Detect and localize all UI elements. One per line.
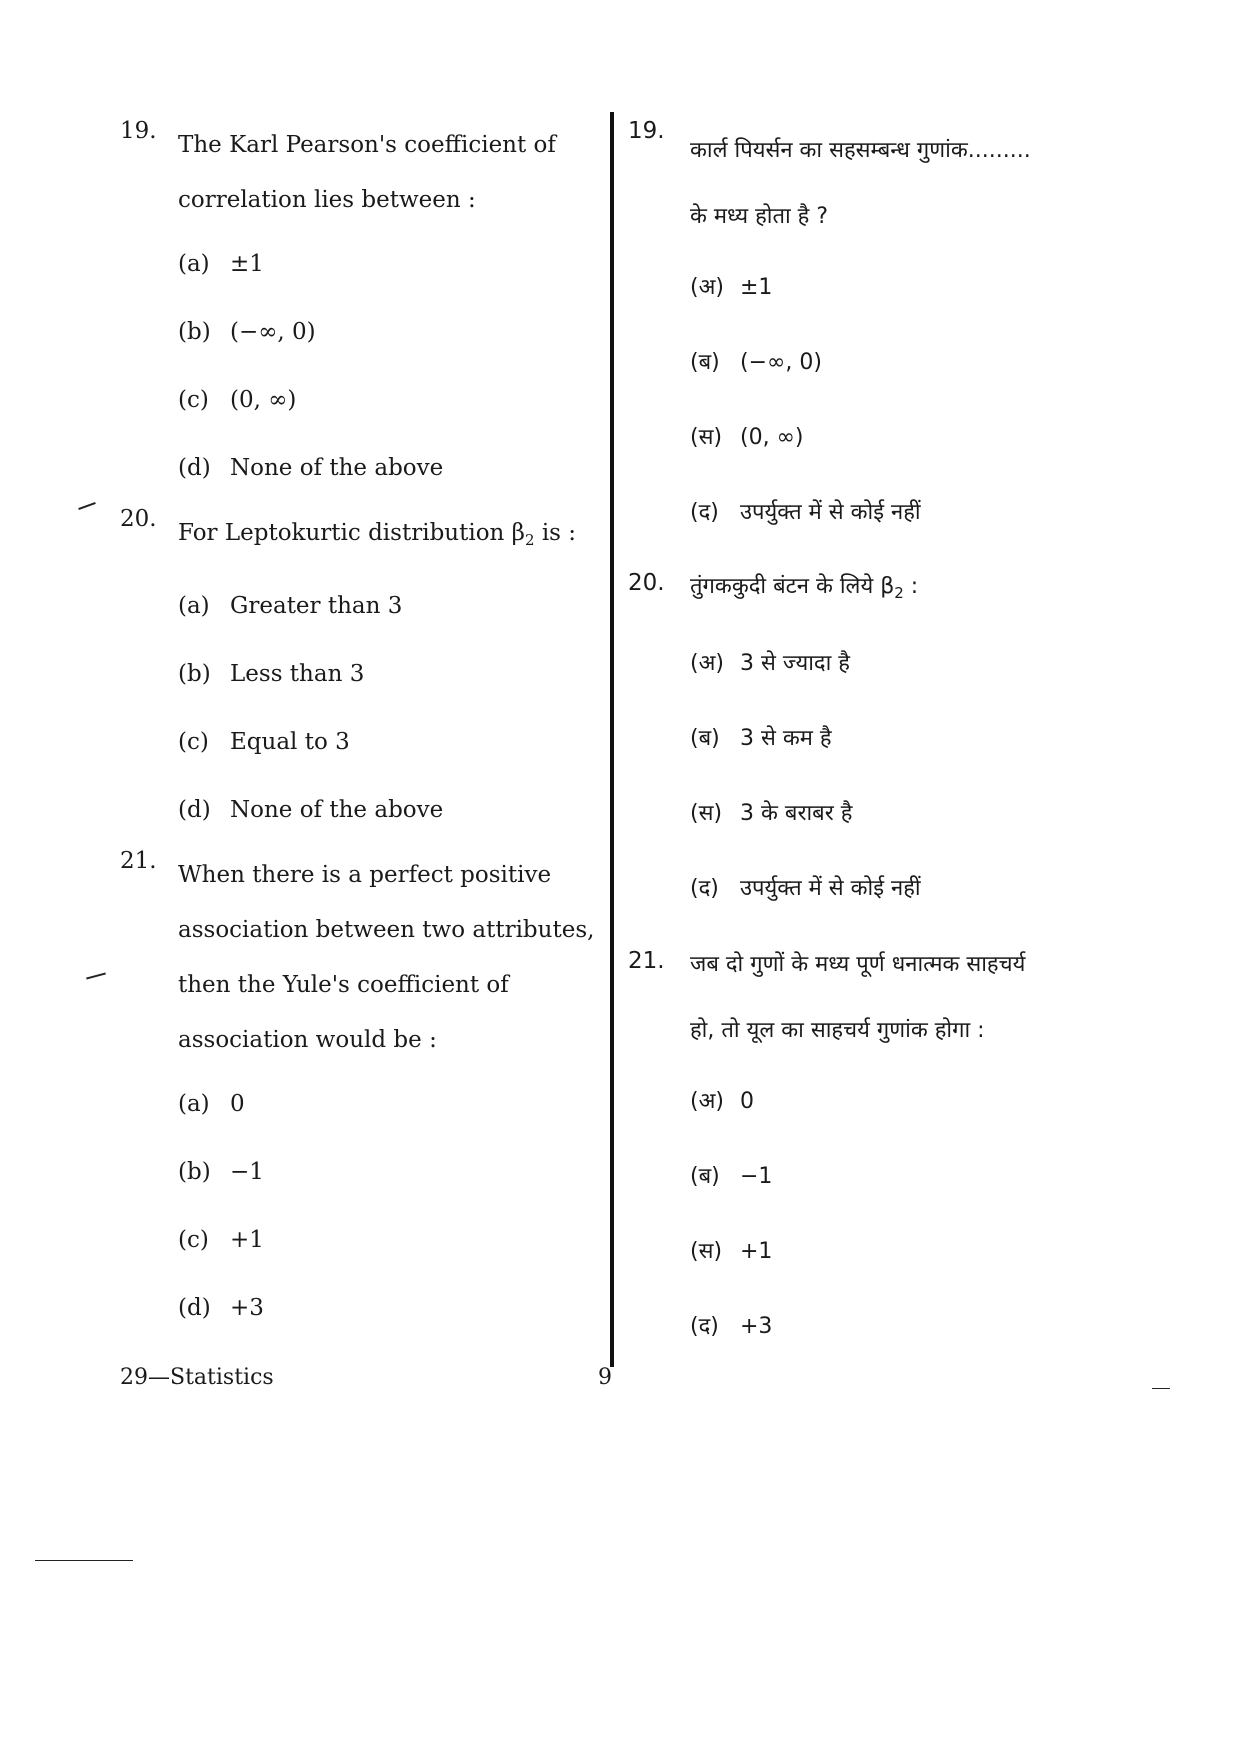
option-b	[178, 1138, 600, 1206]
question-number: 20.	[628, 570, 665, 596]
option-d	[178, 434, 600, 502]
option-a	[690, 626, 1108, 701]
options-list	[690, 626, 1108, 926]
option-text: −1	[230, 1159, 264, 1185]
question-text-after: :	[903, 574, 919, 599]
option-text: +3	[740, 1314, 773, 1339]
option-d	[690, 851, 1108, 926]
option-c	[690, 776, 1108, 851]
option-text: −1	[740, 1164, 773, 1189]
option-label: (b)	[178, 319, 211, 345]
option-label: (स)	[690, 1239, 723, 1264]
option-label: (ब)	[690, 726, 720, 751]
option-d	[178, 776, 600, 844]
paper-code: 29—Statistics	[120, 1365, 274, 1390]
option-text: (0, ∞)	[230, 387, 297, 413]
option-label: (c)	[178, 729, 209, 755]
question-text-before: तुंगककुदी बंटन के लिये β	[690, 574, 895, 599]
option-text: 3 से कम है	[740, 726, 832, 751]
option-a	[178, 230, 600, 298]
option-b	[690, 701, 1108, 776]
options-list	[178, 1070, 600, 1342]
option-c	[690, 400, 1108, 475]
question-line: then the Yule's coefficient of	[178, 972, 509, 998]
question-19-en	[120, 118, 600, 502]
question-line: के मध्य होता है ?	[690, 204, 829, 229]
question-number: 21.	[628, 948, 665, 974]
option-label: (b)	[178, 661, 211, 687]
option-c	[178, 366, 600, 434]
option-text: +3	[230, 1295, 264, 1321]
question-line	[178, 506, 600, 568]
option-d	[178, 1274, 600, 1342]
option-text: (−∞, 0)	[740, 350, 822, 375]
question-line: association between two attributes,	[178, 917, 595, 943]
option-label: (द)	[690, 500, 719, 525]
option-text: उपर्युक्त में से कोई नहीं	[740, 500, 921, 525]
options-list	[178, 572, 600, 844]
option-text: 3 से ज्यादा है	[740, 651, 850, 676]
option-text: Equal to 3	[230, 729, 350, 755]
question-line: कार्ल पियर्सन का सहसम्बन्ध गुणांक.........	[690, 138, 1031, 163]
beta-subscript: 2	[894, 584, 904, 602]
option-label: (स)	[690, 425, 723, 450]
english-column	[120, 118, 600, 1342]
question-text-after: is :	[534, 520, 577, 546]
option-label: (स)	[690, 801, 723, 826]
options-list	[178, 230, 600, 502]
option-text: उपर्युक्त में से कोई नहीं	[740, 876, 921, 901]
option-label: (अ)	[690, 1089, 724, 1114]
question-line: correlation lies between :	[178, 187, 476, 213]
scan-mark	[35, 1560, 133, 1561]
option-text: ±1	[740, 275, 773, 300]
option-c	[178, 708, 600, 776]
option-a	[178, 1070, 600, 1138]
question-line: हो, तो यूल का साहचर्य गुणांक होगा :	[690, 1018, 985, 1043]
option-text: 0	[230, 1091, 245, 1117]
question-text	[178, 506, 600, 568]
option-text: (0, ∞)	[740, 425, 804, 450]
beta-subscript: 2	[524, 531, 535, 549]
option-label: (a)	[178, 251, 210, 277]
question-line: When there is a perfect positive	[178, 862, 552, 888]
option-label: (द)	[690, 1314, 719, 1339]
option-label: (ब)	[690, 350, 720, 375]
question-number: 21.	[120, 848, 157, 874]
question-line: The Karl Pearson's coefficient of	[178, 132, 556, 158]
option-a	[178, 572, 600, 640]
question-line: जब दो गुणों के मध्य पूर्ण धनात्मक साहचर्य	[690, 952, 1026, 977]
option-label: (अ)	[690, 651, 724, 676]
option-label: (अ)	[690, 275, 724, 300]
option-label: (d)	[178, 1295, 211, 1321]
question-text-before: For Leptokurtic distribution β	[178, 520, 525, 546]
option-b	[690, 1139, 1108, 1214]
question-text	[690, 932, 1108, 1064]
options-list	[690, 250, 1108, 550]
question-number: 19.	[120, 118, 157, 144]
option-label: (d)	[178, 455, 211, 481]
question-20-hi	[628, 554, 1108, 926]
question-text	[690, 118, 1108, 250]
scan-mark	[78, 502, 96, 510]
option-label: (a)	[178, 1091, 210, 1117]
option-label: (द)	[690, 876, 719, 901]
hindi-column	[628, 118, 1108, 1364]
option-a	[690, 250, 1108, 325]
option-text: Greater than 3	[230, 593, 403, 619]
option-text: Less than 3	[230, 661, 365, 687]
question-text	[690, 554, 1108, 626]
option-text: +1	[740, 1239, 773, 1264]
option-text: None of the above	[230, 797, 444, 823]
option-b	[178, 640, 600, 708]
question-number: 19.	[628, 118, 665, 144]
option-label: (c)	[178, 387, 209, 413]
option-c	[690, 1214, 1108, 1289]
option-label: (b)	[178, 1159, 211, 1185]
scan-mark	[86, 972, 106, 979]
column-divider	[610, 112, 614, 1367]
option-label: (ब)	[690, 1164, 720, 1189]
question-number: 20.	[120, 506, 157, 532]
page-number: 9	[598, 1365, 612, 1390]
question-line: association would be :	[178, 1027, 437, 1053]
option-text: 3 के बराबर है	[740, 801, 853, 826]
option-label: (d)	[178, 797, 211, 823]
option-label: (c)	[178, 1227, 209, 1253]
question-21-hi	[628, 932, 1108, 1364]
option-label: (a)	[178, 593, 210, 619]
option-text: (−∞, 0)	[230, 319, 316, 345]
option-b	[690, 325, 1108, 400]
option-text: None of the above	[230, 455, 444, 481]
question-text	[178, 848, 600, 1068]
question-21-en	[120, 848, 600, 1342]
option-text: 0	[740, 1089, 754, 1114]
option-a	[690, 1064, 1108, 1139]
question-text	[178, 118, 600, 228]
option-text: ±1	[230, 251, 264, 277]
option-d	[690, 475, 1108, 550]
question-line	[690, 554, 1108, 626]
question-19-hi	[628, 118, 1108, 550]
options-list	[690, 1064, 1108, 1364]
option-text: +1	[230, 1227, 264, 1253]
scan-mark	[1152, 1388, 1170, 1389]
option-c	[178, 1206, 600, 1274]
option-d	[690, 1289, 1108, 1364]
question-20-en	[120, 506, 600, 844]
option-b	[178, 298, 600, 366]
